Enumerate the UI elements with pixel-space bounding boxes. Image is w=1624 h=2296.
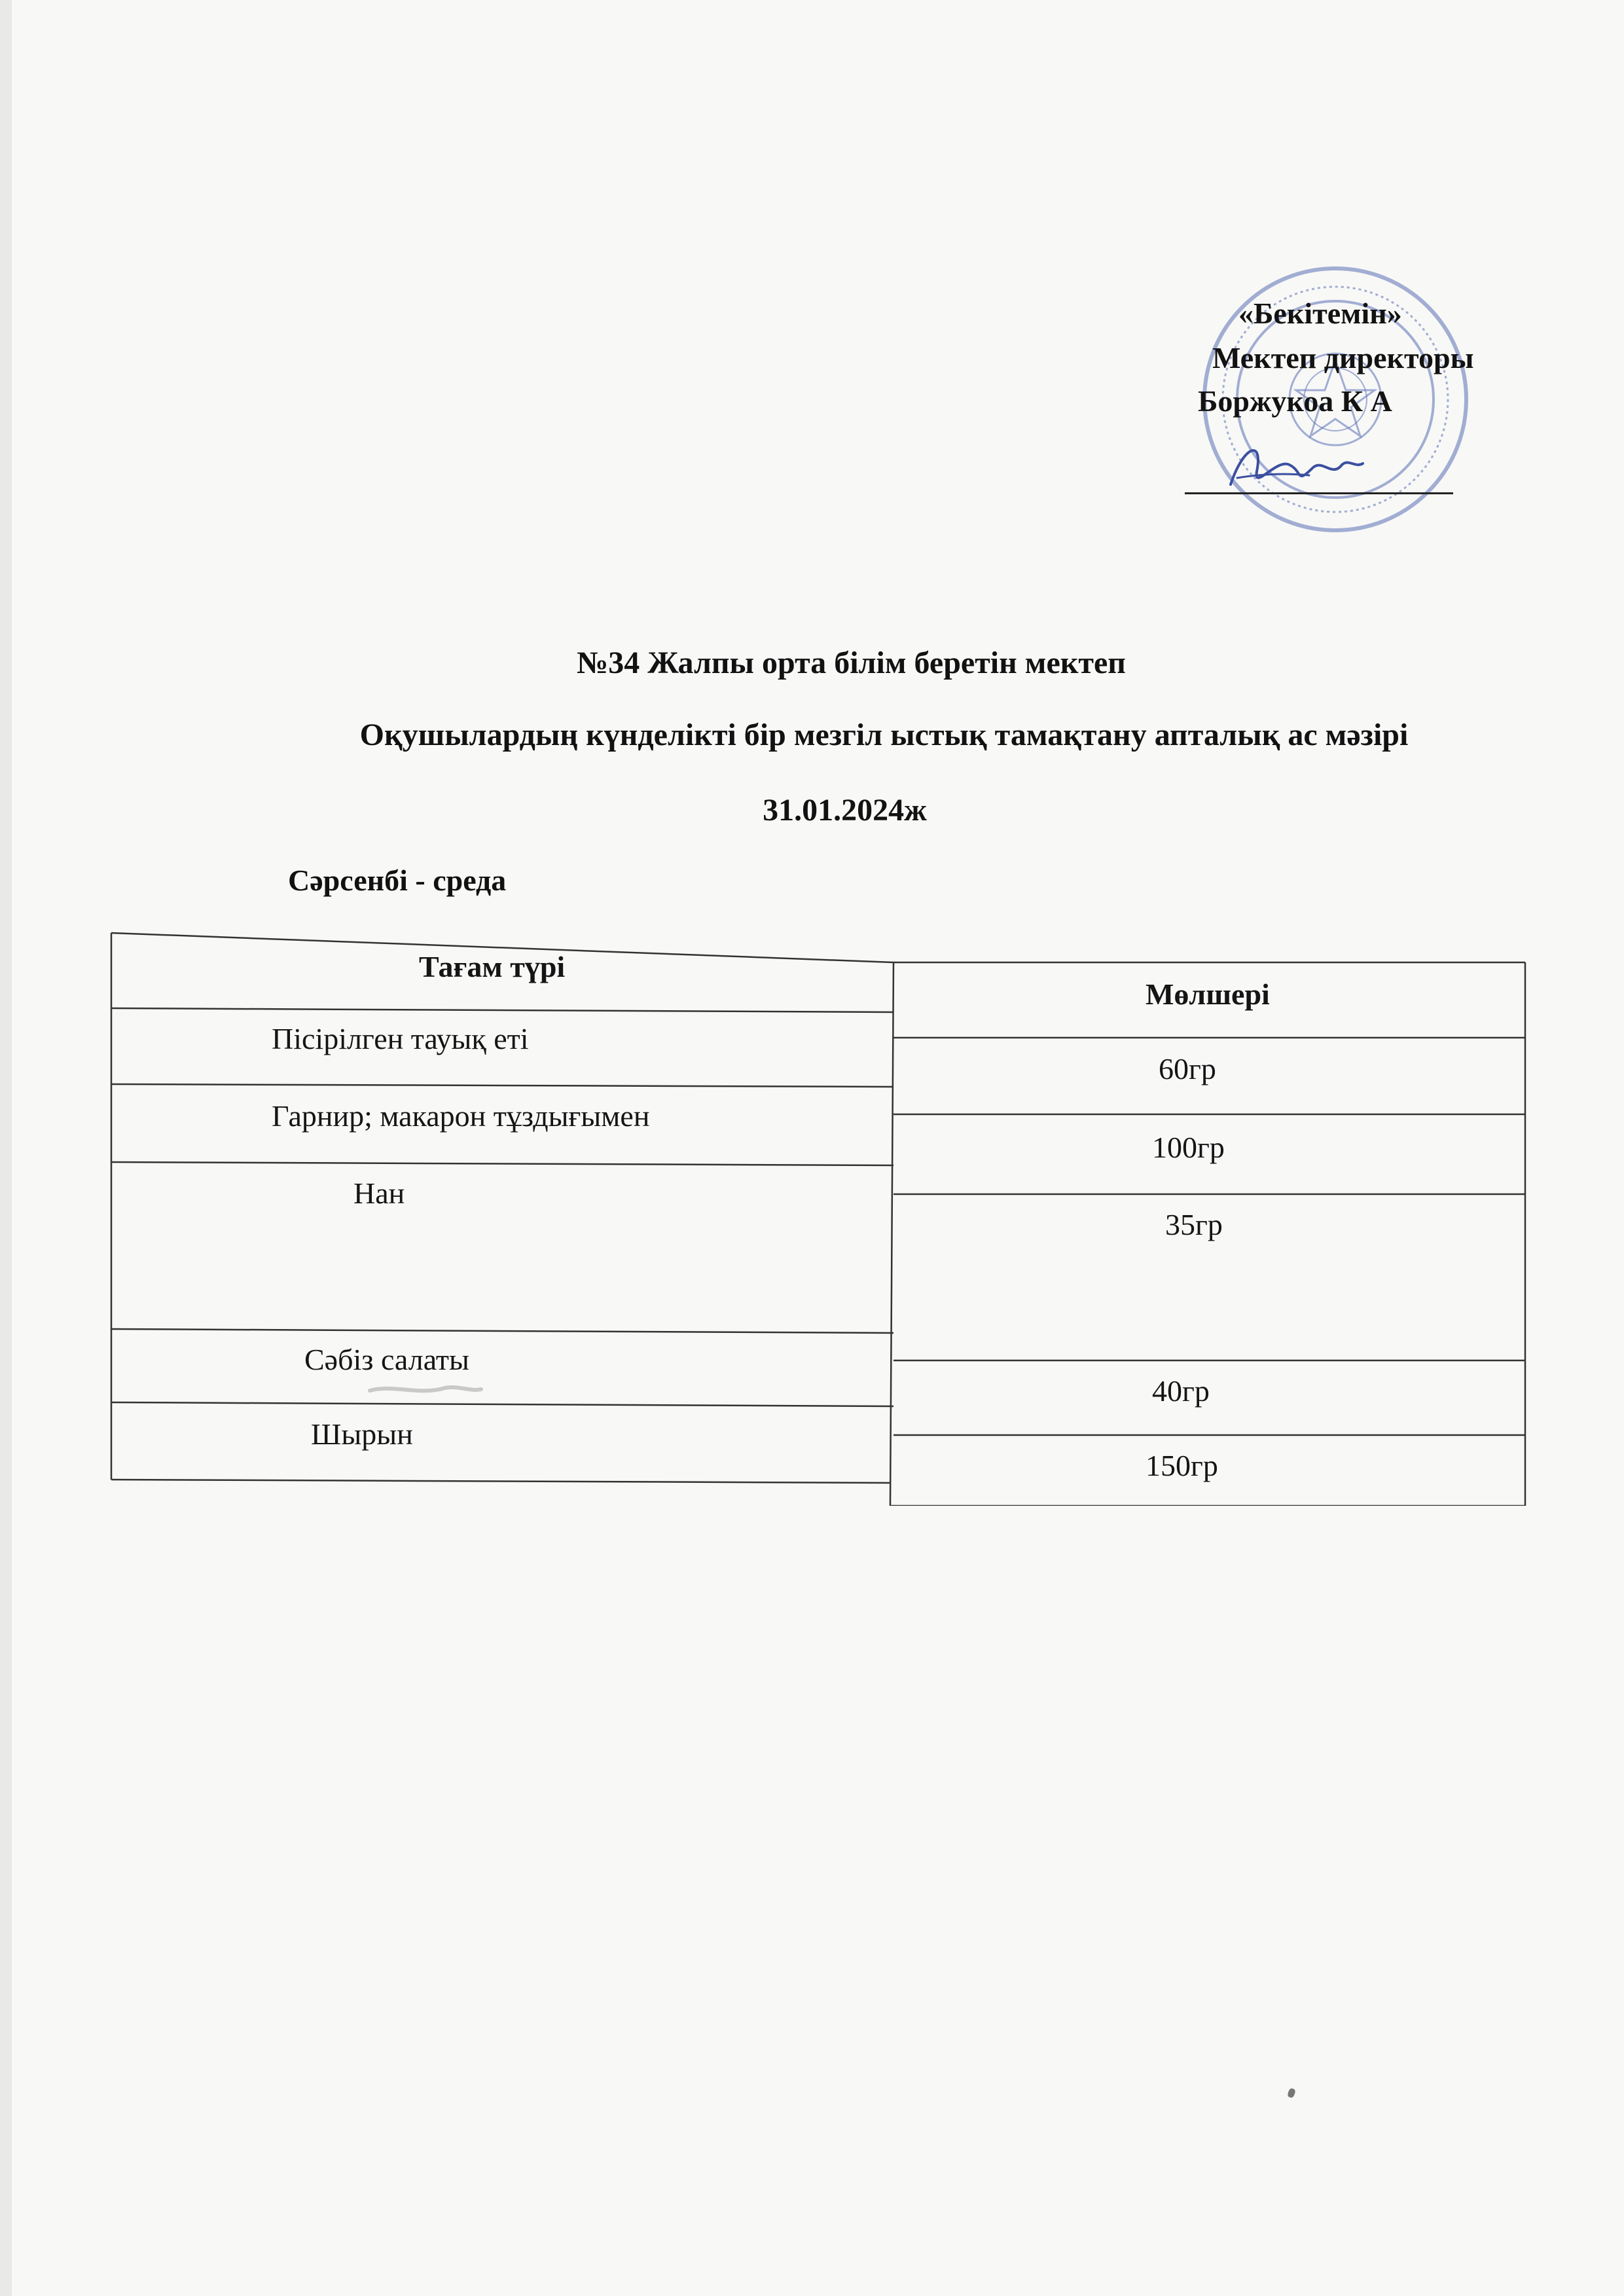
row-4-dish: Сәбіз салаты: [304, 1343, 469, 1376]
row-1-dish: Пісірілген тауық еті: [272, 1022, 529, 1055]
row-5-amount: 150гр: [1146, 1449, 1218, 1482]
approval-role: Мектеп директоры: [1212, 341, 1474, 374]
scan-edge: [0, 0, 12, 2296]
row-5-dish: Шырын: [311, 1417, 413, 1451]
approval-block: [1178, 288, 1545, 524]
row-3-amount: 35гр: [1165, 1208, 1223, 1241]
menu-date: 31.01.2024ж: [763, 793, 927, 828]
row-1-amount: 60гр: [1159, 1052, 1216, 1085]
ink-smudge: [367, 1381, 484, 1398]
signature-line: [1185, 492, 1453, 494]
row-3-dish: Нан: [353, 1176, 405, 1210]
approval-name: Боржукоа К А: [1198, 384, 1392, 418]
school-name: №34 Жалпы орта білім беретін мектеп: [577, 646, 1126, 680]
paper-speck: [1287, 2088, 1296, 2099]
weekday-label: Сәрсенбі - среда: [288, 864, 507, 897]
menu-title: Оқушылардың күнделікті бір мезгіл ыстық тамақтану апталық ас мәзірі: [359, 718, 1409, 752]
menu-table: [105, 930, 1532, 1506]
column-header-amount: Мөлшері: [1146, 977, 1270, 1011]
row-2-dish: Гарнир; макарон тұздығымен: [272, 1099, 650, 1133]
row-2-amount: 100гр: [1152, 1131, 1225, 1164]
row-4-amount: 40гр: [1152, 1374, 1210, 1408]
column-header-dish: Тағам түрі: [419, 950, 566, 983]
approval-title: «Бекітемін»: [1238, 297, 1402, 330]
